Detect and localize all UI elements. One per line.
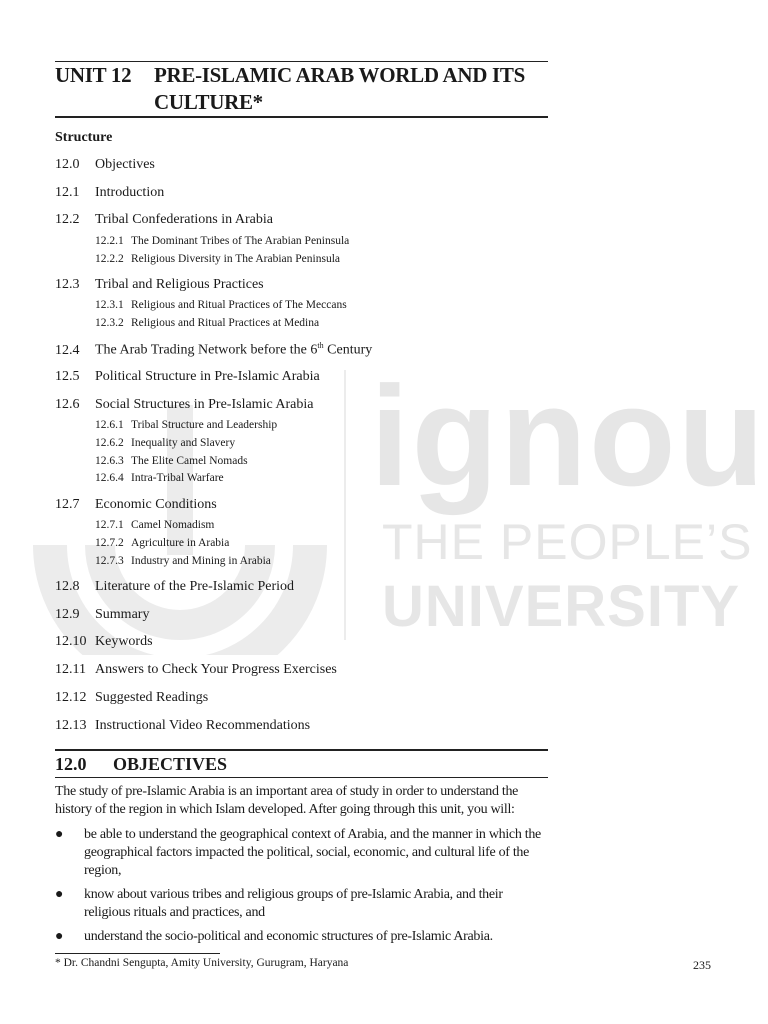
toc-item[interactable]: 12.7 Economic Conditions [55,497,217,512]
toc-subitem[interactable]: 12.7.1 Camel Nomadism [95,519,215,531]
toc-item[interactable]: 12.4 The Arab Trading Network before the 6th Century [55,341,373,358]
objectives-bottom-rule [55,777,548,778]
toc-item[interactable]: 12.5 Political Structure in Pre-Islamic Arabia [55,369,320,384]
toc-subitem[interactable]: 12.6.1 Tribal Structure and Leadership [95,419,278,431]
objectives-title: OBJECTIVES [113,754,228,774]
objectives-heading [55,754,227,775]
toc-item[interactable]: 12.13 Instructional Video Recommendations [55,718,311,733]
watermark-logo-text: ignou [370,357,767,516]
toc-item[interactable]: 12.9 Summary [55,607,150,622]
toc-item[interactable]: 12.8 Literature of the Pre-Islamic Period [55,579,295,594]
toc-subitem[interactable]: 12.7.2 Agriculture in Arabia [95,537,230,549]
toc-item[interactable]: 12.6 Social Structures in Pre-Islamic Arabia [55,397,314,412]
bullet-icon: ● [55,887,64,902]
objectives-top-rule [55,749,548,751]
footnote: * Dr. Chandni Sengupta, Amity University, Gurugram, Haryana [55,957,349,969]
toc-subitem[interactable]: 12.7.3 Industry and Mining in Arabia [95,555,271,567]
objectives-number: 12.0 [55,754,87,774]
watermark-line2: UNIVERSITY [382,574,741,639]
toc-subitem[interactable]: 12.6.3 The Elite Camel Nomads [95,455,248,467]
structure-heading: Structure [55,130,113,145]
title-underline [55,116,548,118]
toc-item[interactable]: 12.10 Keywords [55,634,153,649]
toc-subitem[interactable]: 12.3.2 Religious and Ritual Practices at Medina [95,317,320,329]
unit-number: UNIT 12 [55,63,132,87]
page-content: UNIT 12 PRE-ISLAMIC ARAB WORLD AND ITS CULTURE* Structure 12.0 Objectives 12.1 Introduction 12.2 Tribal Confederations in Arabia 12.2.1 The Dominant Tribes of The Arabian Peninsula 12.2.2 Religious Diversity in The Arabian Peninsula 12.3 Tribal and Religious Practices 12.3.1 Religious and Ritual Practices of The Meccans 12.3.2 Religious and Ritual Practices at Medina 12.4 The Arab Trading Network before the 6th Century 12.5 Political Structure in Pre-Islamic Arabia 12.6 Social Structures in Pre-Islamic Arabia 12.6.1 Tribal Structure and Leadership 12.6.2 Inequality and Slavery 12.6.3 The Elite Camel Nomads 12.6.4 Intra-Tribal Warfare 12.7 Economic Conditions 12.7.1 Camel Nomadism 12.7.2 Agriculture in Arabia 12.7.3 Industry and Mining in Arabia 12.8 Literature of the Pre-Islamic Period 12.9 Summary 12.10 Keywords 12.11 Answers to Check Your Progress Exercises 12.12 Suggested Readings 12.13 Instructional Video Recommendations 12.0 OBJECTIVES The study of pre-Islamic Arabia is an important area of study in order to understand the history of the region in which Islam developed. After going through this unit, you will: ● be able to understand the geographical context of Arabia, and the manner in which the geographical factors impacted the political, social, economic, and cultural life of the region, ● know about various tribes and religious groups of pre-Islamic Arabia, and their religious rituals and practices, and ● understand the socio-political and economic structures of pre-Islamic Arabia. * Dr. Chandni Sengupta, Amity University, Gurugram, Haryana 235 [55,63,711,972]
watermark-line1: THE PEOPLE’S [382,514,753,570]
unit-title: PRE-ISLAMIC ARAB WORLD AND ITS CULTURE* [154,63,526,114]
toc-subitem[interactable]: 12.3.1 Religious and Ritual Practices of The Meccans [95,299,347,311]
toc-item[interactable]: 12.11 Answers to Check Your Progress Exercises [55,662,337,677]
bullet-icon: ● [55,929,64,944]
toc-item[interactable]: 12.12 Suggested Readings [55,690,209,705]
page-number: 235 [693,958,711,972]
toc-item[interactable]: 12.3 Tribal and Religious Practices [55,277,264,292]
toc-subitem[interactable]: 12.2.2 Religious Diversity in The Arabian Peninsula [95,253,340,265]
toc-item[interactable]: 12.2 Tribal Confederations in Arabia [55,212,273,227]
toc-subitem[interactable]: 12.6.4 Intra-Tribal Warfare [95,472,224,484]
toc-item[interactable]: 12.1 Introduction [55,185,165,200]
objectives-intro: The study of pre-Islamic Arabia is an important area of study in order to understand the history of the region in which Islam developed. After going through this unit, you will: [55,784,519,817]
footnote-rule [55,953,220,954]
toc-item[interactable]: 12.0 Objectives [55,157,155,172]
bullet-icon: ● [55,827,64,842]
toc-subitem[interactable]: 12.6.2 Inequality and Slavery [95,437,236,449]
toc-subitem[interactable]: 12.2.1 The Dominant Tribes of The Arabian Peninsula [95,235,350,247]
